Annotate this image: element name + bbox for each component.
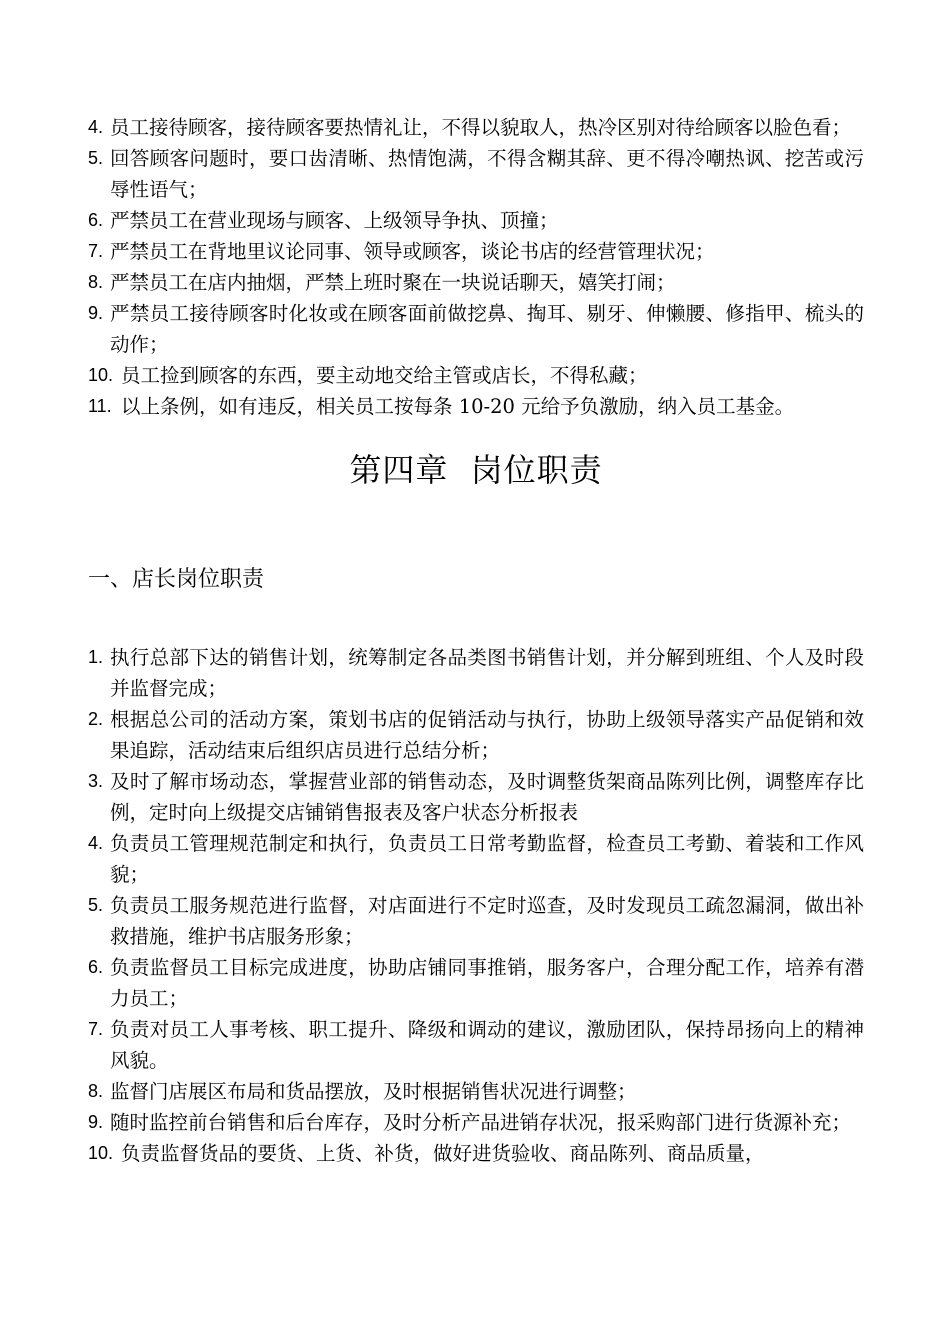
list-item <box>88 112 864 143</box>
chapter-title: 第四章 岗位职责 <box>349 451 603 489</box>
list-number: 8. <box>88 272 104 292</box>
list-item <box>88 766 864 828</box>
list-number: 9. <box>88 303 104 323</box>
list-number: 1. <box>88 647 104 667</box>
list-text: 回答顾客问题时，要口齿清晰、热情饱满，不得含糊其辞、更不得冷嘲热讽、挖苦或污辱性语气； <box>110 147 864 201</box>
list-text: 员工捡到顾客的东西，要主动地交给主管或店长，不得私藏； <box>121 364 648 387</box>
list-text: 根据总公司的活动方案，策划书店的促销活动与执行，协助上级领导落实产品促销和效果追踪，活动结束后组织店员进行总结分析； <box>110 708 864 762</box>
list-item <box>88 143 864 205</box>
list-number: 8. <box>88 1081 104 1101</box>
list-number: 9. <box>88 1112 104 1132</box>
list-item <box>88 952 864 1014</box>
list-number: 10. <box>88 365 114 385</box>
document-page <box>88 112 864 1169</box>
list-number: 4. <box>88 117 104 137</box>
list-item <box>88 205 864 236</box>
list-number: 7. <box>88 1019 104 1039</box>
list-text: 负责对员工人事考核、职工提升、降级和调动的建议，激励团队，保持昂扬向上的精神风貌。 <box>110 1018 864 1072</box>
list-number: 3. <box>88 771 104 791</box>
list-item <box>88 1107 864 1138</box>
list-item <box>88 1014 864 1076</box>
list-text: 负责监督员工目标完成进度，协助店铺同事推销，服务客户，合理分配工作，培养有潜力员工； <box>110 956 864 1010</box>
list-item <box>88 828 864 890</box>
rules-list <box>88 112 864 422</box>
list-text: 员工接待顾客，接待顾客要热情礼让，不得以貌取人，热冷区别对待给顾客以脸色看； <box>110 116 852 139</box>
list-number: 6. <box>88 210 104 230</box>
list-text: 监督门店展区布局和货品摆放，及时根据销售状况进行调整； <box>110 1080 637 1103</box>
list-item <box>88 267 864 298</box>
duties-list <box>88 642 864 1169</box>
list-item <box>88 1076 864 1107</box>
list-number: 6. <box>88 957 104 977</box>
list-text: 负责员工管理规范制定和执行，负责员工日常考勤监督，检查员工考勤、着装和工作风貌； <box>110 832 864 886</box>
list-item <box>88 642 864 704</box>
list-item <box>88 890 864 952</box>
list-number: 11. <box>88 396 112 416</box>
list-number: 4. <box>88 833 104 853</box>
list-text: 负责监督货品的要货、上货、补货，做好进货验收、商品陈列、商品质量， <box>121 1142 765 1165</box>
list-number: 7. <box>88 241 104 261</box>
list-text: 以上条例，如有违反，相关员工按每条 10-20 元给予负激励，纳入员工基金。 <box>121 395 795 418</box>
list-number: 10. <box>88 1143 114 1163</box>
list-number: 2. <box>88 709 104 729</box>
list-text: 严禁员工接待顾客时化妆或在顾客面前做挖鼻、掏耳、剔牙、伸懒腰、修指甲、梳头的动作； <box>110 302 864 356</box>
list-number: 5. <box>88 148 104 168</box>
list-text: 及时了解市场动态，掌握营业部的销售动态，及时调整货架商品陈列比例，调整库存比例，定时向上级提交店铺销售报表及客户状态分析报表 <box>110 770 864 824</box>
list-item <box>88 236 864 267</box>
list-item <box>88 1138 864 1169</box>
list-item <box>88 391 864 422</box>
list-number: 5. <box>88 895 104 915</box>
list-text: 严禁员工在店内抽烟，严禁上班时聚在一块说话聊天，嬉笑打闹； <box>110 271 676 294</box>
list-text: 严禁员工在营业现场与顾客、上级领导争执、顶撞； <box>110 209 559 232</box>
list-item <box>88 360 864 391</box>
list-text: 负责员工服务规范进行监督，对店面进行不定时巡查，及时发现员工疏忽漏洞，做出补救措施，维护书店服务形象； <box>110 894 864 948</box>
list-item <box>88 298 864 360</box>
list-text: 执行总部下达的销售计划，统筹制定各品类图书销售计划，并分解到班组、个人及时段并监督完成； <box>110 646 864 700</box>
list-item <box>88 704 864 766</box>
list-text: 严禁员工在背地里议论同事、领导或顾客，谈论书店的经营管理状况； <box>110 240 715 263</box>
list-text: 随时监控前台销售和后台库存，及时分析产品进销存状况，报采购部门进行货源补充； <box>110 1111 852 1134</box>
section-heading: 一、店长岗位职责 <box>88 567 265 592</box>
